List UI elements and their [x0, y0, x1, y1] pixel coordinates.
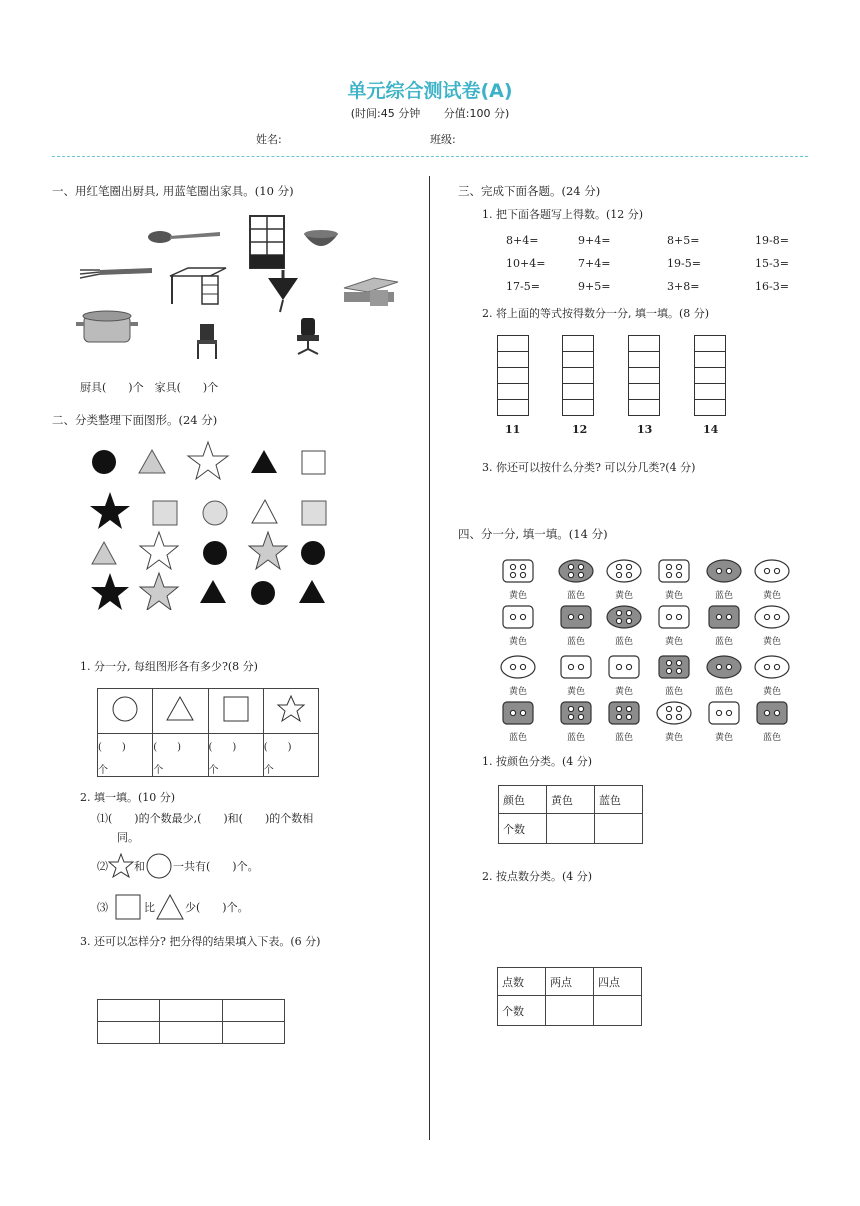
star-icon	[276, 694, 306, 724]
table-cell[interactable]	[160, 1000, 222, 1022]
button-item[interactable]	[654, 700, 694, 743]
triangle-shape	[92, 542, 116, 564]
button-item[interactable]	[604, 700, 644, 743]
result-column-13[interactable]	[628, 335, 660, 416]
equation-grid	[506, 229, 817, 298]
square-button-icon	[654, 558, 694, 584]
button-color-label: 黄色	[664, 637, 683, 647]
square-button-icon	[498, 604, 538, 630]
button-color-label: 蓝色	[566, 637, 585, 647]
score-info: 分值:100 分)	[443, 107, 510, 120]
office-desk-icon	[344, 278, 398, 306]
button-color-label: 蓝色	[664, 687, 683, 697]
square-button-icon	[654, 654, 694, 680]
class-label: 班级:	[430, 133, 456, 146]
oval-button-icon	[654, 700, 694, 726]
q1-answer-line: 厨具( )个 家具( )个	[80, 381, 219, 394]
column-label: 12	[572, 423, 588, 436]
pot-icon	[76, 311, 138, 342]
triangle-shape	[139, 450, 165, 473]
star-shape	[140, 573, 178, 610]
button-color-label: 黄色	[714, 733, 733, 743]
triangle-icon	[165, 694, 195, 724]
office-chair-icon	[297, 318, 319, 354]
bowl-icon	[304, 230, 338, 246]
button-item[interactable]	[752, 654, 792, 697]
q1-image-group	[70, 212, 410, 362]
circle-shape	[301, 541, 325, 565]
button-item[interactable]	[498, 654, 538, 697]
oval-button-icon	[752, 654, 792, 680]
button-color-label: 蓝色	[566, 591, 585, 601]
square-button-icon	[556, 604, 596, 630]
button-color-label: 黄色	[614, 591, 633, 601]
page-title: 单元综合测试卷(A)	[347, 80, 513, 102]
square-button-icon	[704, 700, 744, 726]
button-item[interactable]	[556, 700, 596, 743]
table-cell[interactable]	[222, 1022, 284, 1044]
square-shape	[153, 501, 177, 525]
button-color-label: 黄色	[664, 733, 683, 743]
count-cell-triangle[interactable]: ( ) 个	[153, 734, 208, 777]
button-item[interactable]	[498, 558, 538, 601]
q2-title: 二、分类整理下面图形。(24 分)	[52, 413, 218, 427]
button-color-label: 蓝色	[762, 733, 781, 743]
square-button-icon	[704, 604, 744, 630]
oval-button-icon	[752, 604, 792, 630]
button-item[interactable]	[604, 558, 644, 601]
button-item[interactable]	[654, 558, 694, 601]
button-item[interactable]	[752, 604, 792, 647]
table-cell[interactable]	[160, 1022, 222, 1044]
column-divider	[429, 176, 430, 1140]
button-color-label: 黄色	[664, 591, 683, 601]
chair-icon	[197, 324, 217, 359]
square-button-icon	[604, 700, 644, 726]
table-cell[interactable]	[222, 1000, 284, 1022]
button-color-label: 蓝色	[566, 733, 585, 743]
q4-title: 四、分一分, 填一填。(14 分)	[458, 527, 608, 541]
button-color-label: 黄色	[762, 591, 781, 601]
q2-sub1: 1. 分一分, 每组图形各有多少?(8 分)	[80, 660, 258, 673]
triangle-shape	[200, 580, 226, 603]
table-cell[interactable]	[98, 1000, 160, 1022]
button-color-label: 黄色	[762, 637, 781, 647]
oval-button-icon	[604, 604, 644, 630]
color-count-table: 颜色 黄色 蓝色 个数	[498, 785, 643, 844]
button-color-label: 蓝色	[714, 637, 733, 647]
button-item[interactable]	[704, 558, 744, 601]
dot-count-table: 点数 两点 四点 个数	[497, 967, 642, 1026]
square-icon	[221, 694, 251, 724]
circle-shape	[203, 501, 227, 525]
triangle-shape	[252, 500, 277, 523]
square-shape	[302, 451, 325, 474]
oval-button-icon	[604, 558, 644, 584]
shelf-icon	[250, 216, 284, 268]
fill-item-1-cont: 同。	[117, 831, 139, 844]
triangle-shape	[299, 580, 325, 603]
shapes-grid	[88, 440, 338, 610]
square-button-icon	[556, 654, 596, 680]
oval-button-icon	[498, 654, 538, 680]
table-cell[interactable]	[98, 1022, 160, 1044]
circle-shape	[92, 450, 116, 474]
button-color-label: 蓝色	[714, 687, 733, 697]
button-color-label: 黄色	[508, 637, 527, 647]
fork-icon	[80, 268, 152, 278]
button-item[interactable]	[498, 604, 538, 647]
button-color-label: 黄色	[614, 687, 633, 697]
button-item[interactable]	[654, 604, 694, 647]
star-shape	[90, 492, 130, 529]
oval-button-icon	[556, 558, 596, 584]
star-icon	[108, 853, 134, 879]
triangle-shape	[251, 450, 277, 473]
q3-sub3: 3. 你还可以按什么分类? 可以分几类?(4 分)	[482, 461, 696, 474]
button-item[interactable]	[654, 654, 694, 697]
count-cell-square[interactable]: ( ) 个	[208, 734, 263, 777]
column-label: 13	[637, 423, 653, 436]
fill-item-3: ⑶ 比 少( )个。	[97, 893, 249, 921]
button-color-label: 蓝色	[714, 591, 733, 601]
q4-sub2: 2. 按点数分类。(4 分)	[482, 870, 593, 883]
button-item[interactable]	[556, 654, 596, 697]
q1-title: 一、用红笔圈出厨具, 用蓝笔圈出家具。(10 分)	[52, 184, 294, 198]
button-color-label: 黄色	[508, 591, 527, 601]
square-button-icon	[556, 700, 596, 726]
q2-sub2: 2. 填一填。(10 分)	[80, 791, 176, 804]
equation-row: 17-5= 9+5= 3+8= 16-3=	[506, 280, 789, 293]
fill-item-2: ⑵ 和 一共有( )个。	[97, 852, 259, 880]
fill-item-1: ⑴( )的个数最少,( )和( )的个数相	[97, 812, 314, 825]
column-label: 11	[505, 423, 521, 436]
square-shape	[302, 501, 326, 525]
count-cell-four-dots[interactable]	[594, 996, 642, 1026]
count-cell-circle[interactable]: ( ) 个	[98, 734, 153, 777]
time-info: (时间:45 分钟	[350, 107, 421, 120]
button-item[interactable]	[704, 700, 744, 743]
square-button-icon	[498, 558, 538, 584]
equation-row: 10+4= 7+4= 19-5= 15-3=	[506, 257, 789, 270]
result-column-12[interactable]	[562, 335, 594, 416]
square-button-icon	[498, 700, 538, 726]
button-item[interactable]	[704, 654, 744, 697]
q3-sub1: 1. 把下面各题写上得数。(12 分)	[482, 208, 644, 221]
column-label: 14	[703, 423, 719, 436]
desk-icon	[170, 268, 226, 304]
button-color-label: 蓝色	[614, 733, 633, 743]
button-item[interactable]	[604, 604, 644, 647]
buttons-grid	[494, 558, 794, 744]
oval-button-icon	[704, 654, 744, 680]
name-label: 姓名:	[256, 133, 282, 146]
result-column-14[interactable]	[694, 335, 726, 416]
star-shape	[140, 532, 178, 569]
count-cell-two-dots[interactable]	[546, 996, 594, 1026]
equation-row: 8+4= 9+4= 8+5= 19-8=	[506, 234, 789, 247]
star-shape	[91, 573, 129, 610]
count-cell-star[interactable]: ( ) 个	[263, 734, 318, 777]
circle-icon	[145, 852, 173, 880]
star-shape	[249, 532, 287, 569]
q3-title: 三、完成下面各题。(24 分)	[458, 184, 601, 198]
q3-sub2: 2. 将上面的等式按得数分一分, 填一填。(8 分)	[482, 307, 710, 320]
spoon-icon	[148, 231, 220, 243]
star-shape	[188, 442, 228, 479]
button-color-label: 黄色	[566, 687, 585, 697]
button-item[interactable]	[498, 700, 538, 743]
button-item[interactable]	[556, 558, 596, 601]
circle-shape	[251, 581, 275, 605]
result-column-11[interactable]	[497, 335, 529, 416]
square-button-icon	[752, 700, 792, 726]
button-color-label: 蓝色	[614, 637, 633, 647]
oval-button-icon	[704, 558, 744, 584]
button-item[interactable]	[752, 700, 792, 743]
header-divider	[52, 156, 808, 157]
square-button-icon	[654, 604, 694, 630]
button-color-label: 蓝色	[508, 733, 527, 743]
square-button-icon	[604, 654, 644, 680]
exam-info	[0, 105, 860, 121]
oval-button-icon	[752, 558, 792, 584]
button-item[interactable]	[704, 604, 744, 647]
q2-sub3: 3. 还可以怎样分? 把分得的结果填入下表。(6 分)	[80, 935, 321, 948]
button-color-label: 黄色	[508, 687, 527, 697]
shape-count-table	[97, 688, 319, 777]
button-color-label: 黄色	[762, 687, 781, 697]
circle-icon	[110, 694, 140, 724]
square-icon	[114, 893, 144, 921]
custom-classify-table	[97, 999, 285, 1044]
button-item[interactable]	[752, 558, 792, 601]
button-item[interactable]	[556, 604, 596, 647]
count-cell-blue[interactable]	[595, 814, 643, 844]
count-cell-yellow[interactable]	[547, 814, 595, 844]
triangle-icon	[155, 893, 185, 921]
q4-sub1: 1. 按颜色分类。(4 分)	[482, 755, 593, 768]
ladle-icon	[268, 270, 298, 312]
circle-shape	[203, 541, 227, 565]
button-item[interactable]	[604, 654, 644, 697]
